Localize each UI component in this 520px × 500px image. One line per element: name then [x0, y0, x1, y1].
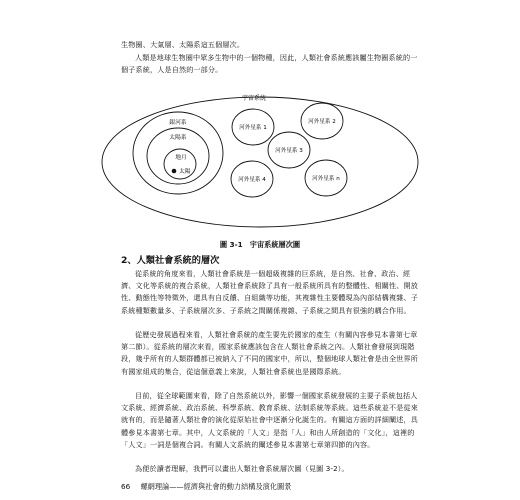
- extra-galaxy-4-label: 河外星系 4: [238, 177, 266, 183]
- extra-galaxy-1-label: 河外星系 1: [239, 125, 267, 131]
- page-footer: [121, 482, 291, 492]
- section-paragraph-4: 為便於讀者理解，我們可以畫出人類社會系統層次圖（見圖 3-2）。: [135, 464, 349, 473]
- galaxy-label: 銀河系: [169, 120, 187, 126]
- running-title: 螺網理論——經濟與社會的動力結構及演化圖景: [140, 482, 292, 491]
- earth-moon-label: 地月: [175, 155, 187, 161]
- intro-paragraph: 人類是地球生物圈中眾多生物中的一個物種，因此，人類社會系統應該屬生物圈系統的一個子系統，人是自然的一部分。: [121, 53, 418, 75]
- extra-galaxy-n-label: 河外星系 n: [312, 176, 340, 182]
- section-paragraph-1: 從系統的角度來看，人類社會系統是一個超級複雜的巨系統，是自然、社會、政治、經濟、文化等系統的複合系統，人類社會系統除了具有一般系統所具有的整體性、相關性、開放性、動態性等特徵外，還具有自反饋、自組織等功能，其複雜性主要體現為內部結構複雜、子系統種類數量多、子系統層次多、子系統之間關係複雜、子系統之間具有很強的耦合作用。: [121, 269, 418, 315]
- sun-dot: [172, 169, 177, 174]
- intro-line: 生物圈、大氣層、太陽系這五個層次。: [121, 40, 245, 49]
- section-paragraph-3: 目前，從全球範圍來看，除了自然系統以外，影響一個國家系統發展的主要子系統包括人文系統、經濟系統、政治系統、科學系統、教育系統、法制系統等系統。這些系統並不是從來就有的，而是隨著人類社會的演化從原始社會中逐漸分化誕生的。有關這方面的詳細闡述，具體參見本書第七章。其中，人文系統的「人文」是指「人」和由人所創造的「文化」，這裡的「人文」一詞是個複合詞。有關人文系統的闡述參見本書第七章第四節的內容。: [121, 391, 418, 449]
- extra-galaxy-2-label: 河外星系 2: [308, 119, 336, 125]
- solar-system-label: 太陽系: [169, 135, 187, 141]
- sun-label: 太陽: [179, 169, 191, 175]
- figure-caption: 圖 3-1 宇宙系統層次圖: [219, 240, 301, 249]
- page-number: 66: [121, 482, 131, 491]
- universe-label: 宇宙系統: [241, 95, 267, 102]
- section-heading: 2、人類社會系統的層次: [121, 255, 220, 266]
- extra-galaxy-3-label: 河外星系 3: [275, 148, 303, 154]
- section-paragraph-2: 從歷史發展過程來看，人類社會系統的產生要先於國家的產生（有關內容參見本書第七章第二節）。從系統的層次來看，國家系統應該包含在人類社會系統之內。人類社會發展到現階段，幾乎所有的人類群體都已被納入了不同的國家中，所以，整個地球人類社會是由全世界所有國家組成的集合，從這個意義上來說，人類社會系統也是國際系統。: [121, 330, 418, 376]
